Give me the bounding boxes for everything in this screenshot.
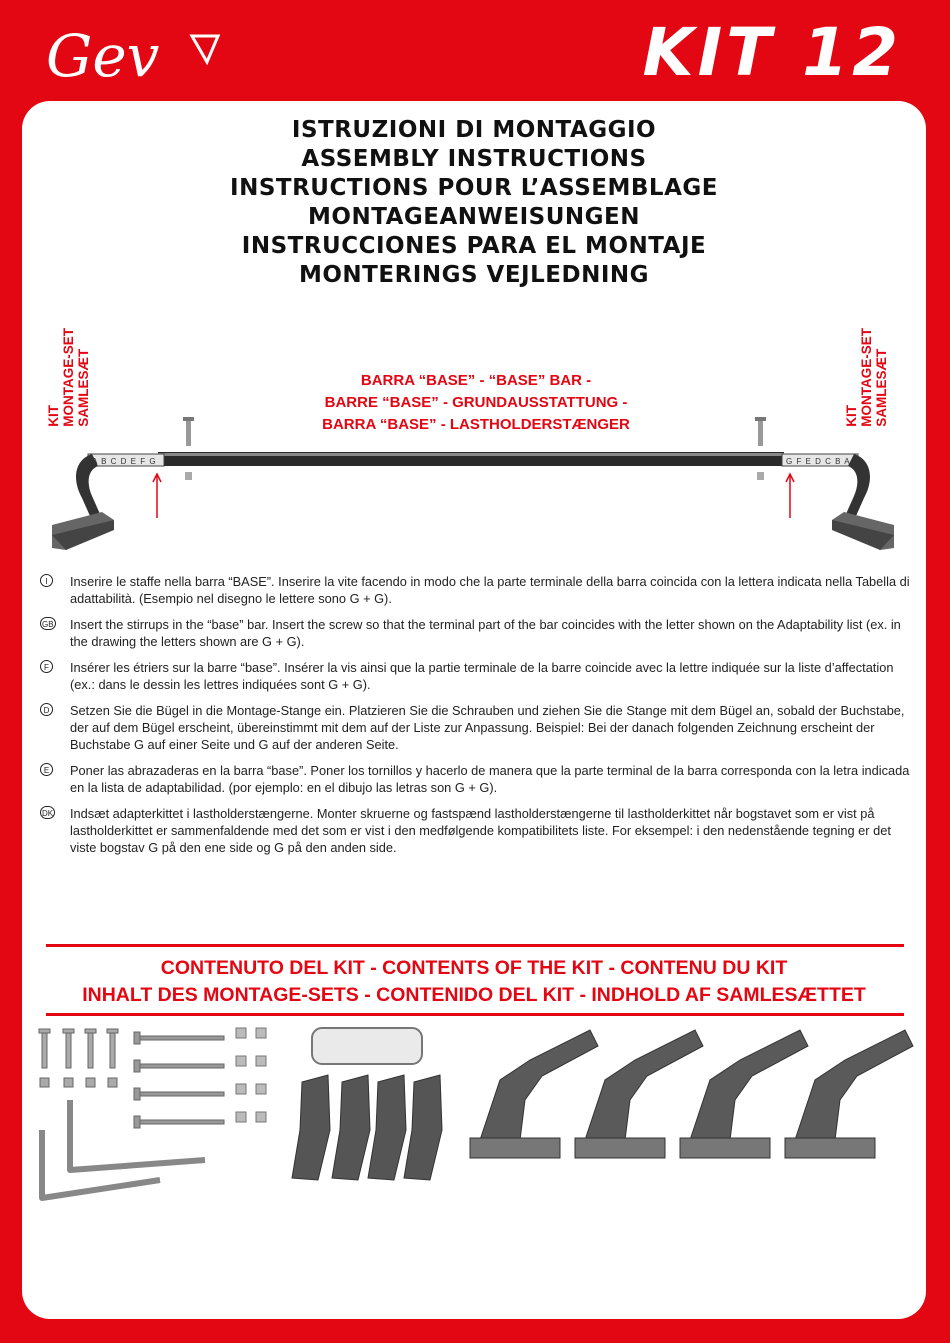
logo-text: Gev [46, 22, 160, 88]
bar-drawing [22, 320, 926, 570]
kit-label-left: KIT MONTAGE-SET SAMLESÆT [46, 328, 91, 427]
nuts [236, 1028, 266, 1122]
lang-badge-dk: DK [40, 806, 55, 819]
stirrup-right [782, 454, 894, 550]
instruction-gb: GB Insert the stirrups in the “base” bar. Insert the screw so that the terminal part of the bar coincides with the letter shown on the Adaptability list (ex. in the drawing the letters shown are G + G). [42, 617, 901, 649]
contents-heading: CONTENUTO DEL KIT - CONTENTS OF THE KIT - CONTENU DU KIT INHALT DES MONTAGE-SETS - CONTENIDO DEL KIT - INDHOLD AF SAMLESÆTTET [82, 957, 866, 1006]
letters-right: G F E D C B A [786, 457, 851, 466]
divider-bottom [46, 1013, 904, 1016]
allen-keys [42, 1100, 205, 1198]
kit-label-right: KIT MONTAGE-SET SAMLESÆT [844, 328, 889, 427]
arrow-right-icon [786, 474, 794, 518]
lang-badge-es: E [40, 763, 53, 776]
title-fr: INSTRUCTIONS POUR L’ASSEMBLAGE [230, 175, 718, 201]
lang-badge-gb: GB [40, 617, 56, 630]
title-block [22, 116, 926, 290]
base-bar-label: BARRA “BASE” - “BASE” BAR - BARRE “BASE” - GRUNDAUSSTATTUNG - BARRA “BASE” - LASTHOLDERSTÆNGER [322, 372, 630, 433]
instruction-it: I Inserire le staffe nella barra “BASE”. Inserire la vite facendo in modo che la parte terminale della barra coincida con la lettera indicata nella Tabella di adattabilità. (Esempio nel disegno le lettere sono G + G). [40, 573, 910, 607]
lang-badge-fr: F [40, 660, 53, 673]
instruction-es: E Poner las abrazaderas en la barra “base”. Poner los tornillos y hacerlo de manera que la parte terminal de la barra corresponda con la letra indicada en la lista de adaptabilidad. (por ejemplo: en el dibujo las letras son G + G). [40, 762, 910, 796]
title-de: MONTAGEANWEISUNGEN [308, 204, 640, 230]
letters-left: A B C D E F G [92, 457, 157, 466]
stirrup-left [52, 454, 164, 550]
kit-title: KIT 12 [642, 14, 902, 91]
arrow-left-icon [153, 474, 161, 518]
instructions-list [40, 573, 910, 865]
gev-logo [42, 18, 232, 88]
long-screws [134, 1032, 224, 1128]
title-es: INSTRUCCIONES PARA EL MONTAJE [241, 233, 707, 259]
instruction-de: D Setzen Sie die Bügel in die Montage-Stange ein. Platzieren Sie die Schrauben und ziehen Sie die Stange mit dem Bügel an, sobald der Buchstabe, der auf dem Bügel erscheint, übereinstimmt mit dem auf der Liste zur Anpassung. Beispiel: Bei der danach folgenden Zeichnung erscheint der Buchstabe G auf einer Seite und G auf der anderen Seite. [40, 702, 910, 753]
title-it: ISTRUZIONI DI MONTAGGIO [291, 117, 657, 143]
divider-top [46, 944, 904, 947]
screw-right [755, 417, 766, 480]
instruction-fr: F Insérer les étriers sur la barre “base”. Insérer la vis ainsi que la partie terminale de la barre coincide avec la lettre indiquée sur la liste d’affectation (ex.: dans le dessin les lettres indiquées sont G + G). [40, 659, 910, 693]
title-en: ASSEMBLY INSTRUCTIONS [301, 146, 647, 172]
assembly-diagram [22, 320, 926, 570]
screw-left [183, 417, 194, 480]
title-dk: MONTERINGS VEJLEDNING [298, 262, 650, 288]
lang-badge-it: I [40, 574, 53, 587]
instruction-dk: DK Indsæt adapterkittet i lastholderstængerne. Monter skruerne og fastspænd lastholderstængerne til lastholderkittet når bogstavet som er vist på lastholderkittet er sammenfaldende med det som er vist i den medfølgende kompatibilitets liste. For eksempel: i den nedenstående tegning er det viste bogstav G på den ene side og G på den anden side. [42, 806, 891, 855]
clamp-plates [292, 1075, 442, 1180]
kit-parts-illustration [30, 1020, 920, 1220]
bolts-group [39, 1029, 118, 1087]
rubber-pad [312, 1028, 422, 1064]
stirrup-feet [470, 1030, 913, 1158]
lang-badge-de: D [40, 703, 53, 716]
